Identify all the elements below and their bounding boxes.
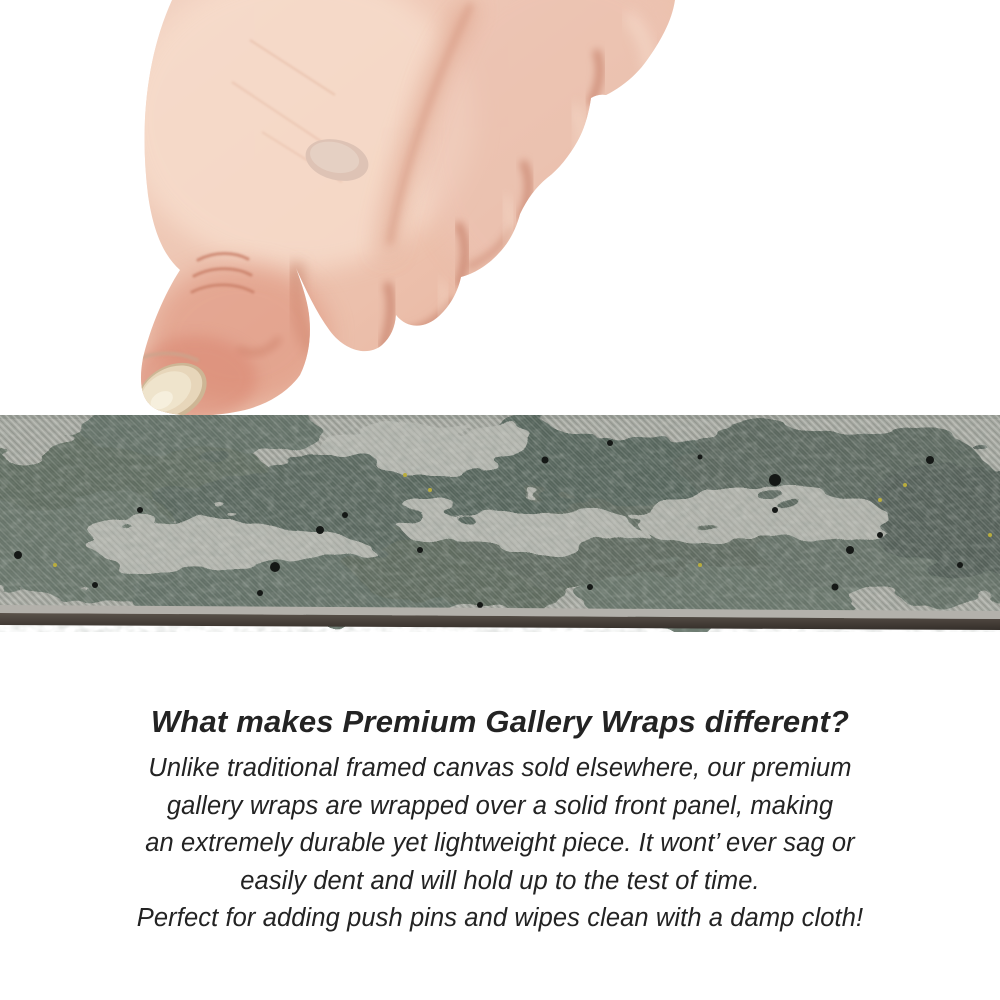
body-line-2: gallery wraps are wrapped over a solid front panel, making (166, 791, 834, 820)
body-line-4: easily dent and will hold up to the test of time. (240, 866, 760, 895)
body-line-5: Perfect for adding push pins and wipes clean with a damp cloth! (136, 904, 864, 932)
body-line-1: Unlike traditional framed canvas sold elsewhere, our premium (148, 754, 852, 782)
body-text (0, 750, 1000, 938)
marketing-copy (0, 701, 1000, 938)
canvas-edge-strip (0, 415, 1000, 632)
hand-fist-thumb-photo (0, 0, 1000, 432)
headline: What makes Premium Gallery Wraps different? (150, 704, 850, 739)
body-line-3: an extremely durable yet lightweight piece. It wont’ ever sag or (145, 829, 855, 857)
